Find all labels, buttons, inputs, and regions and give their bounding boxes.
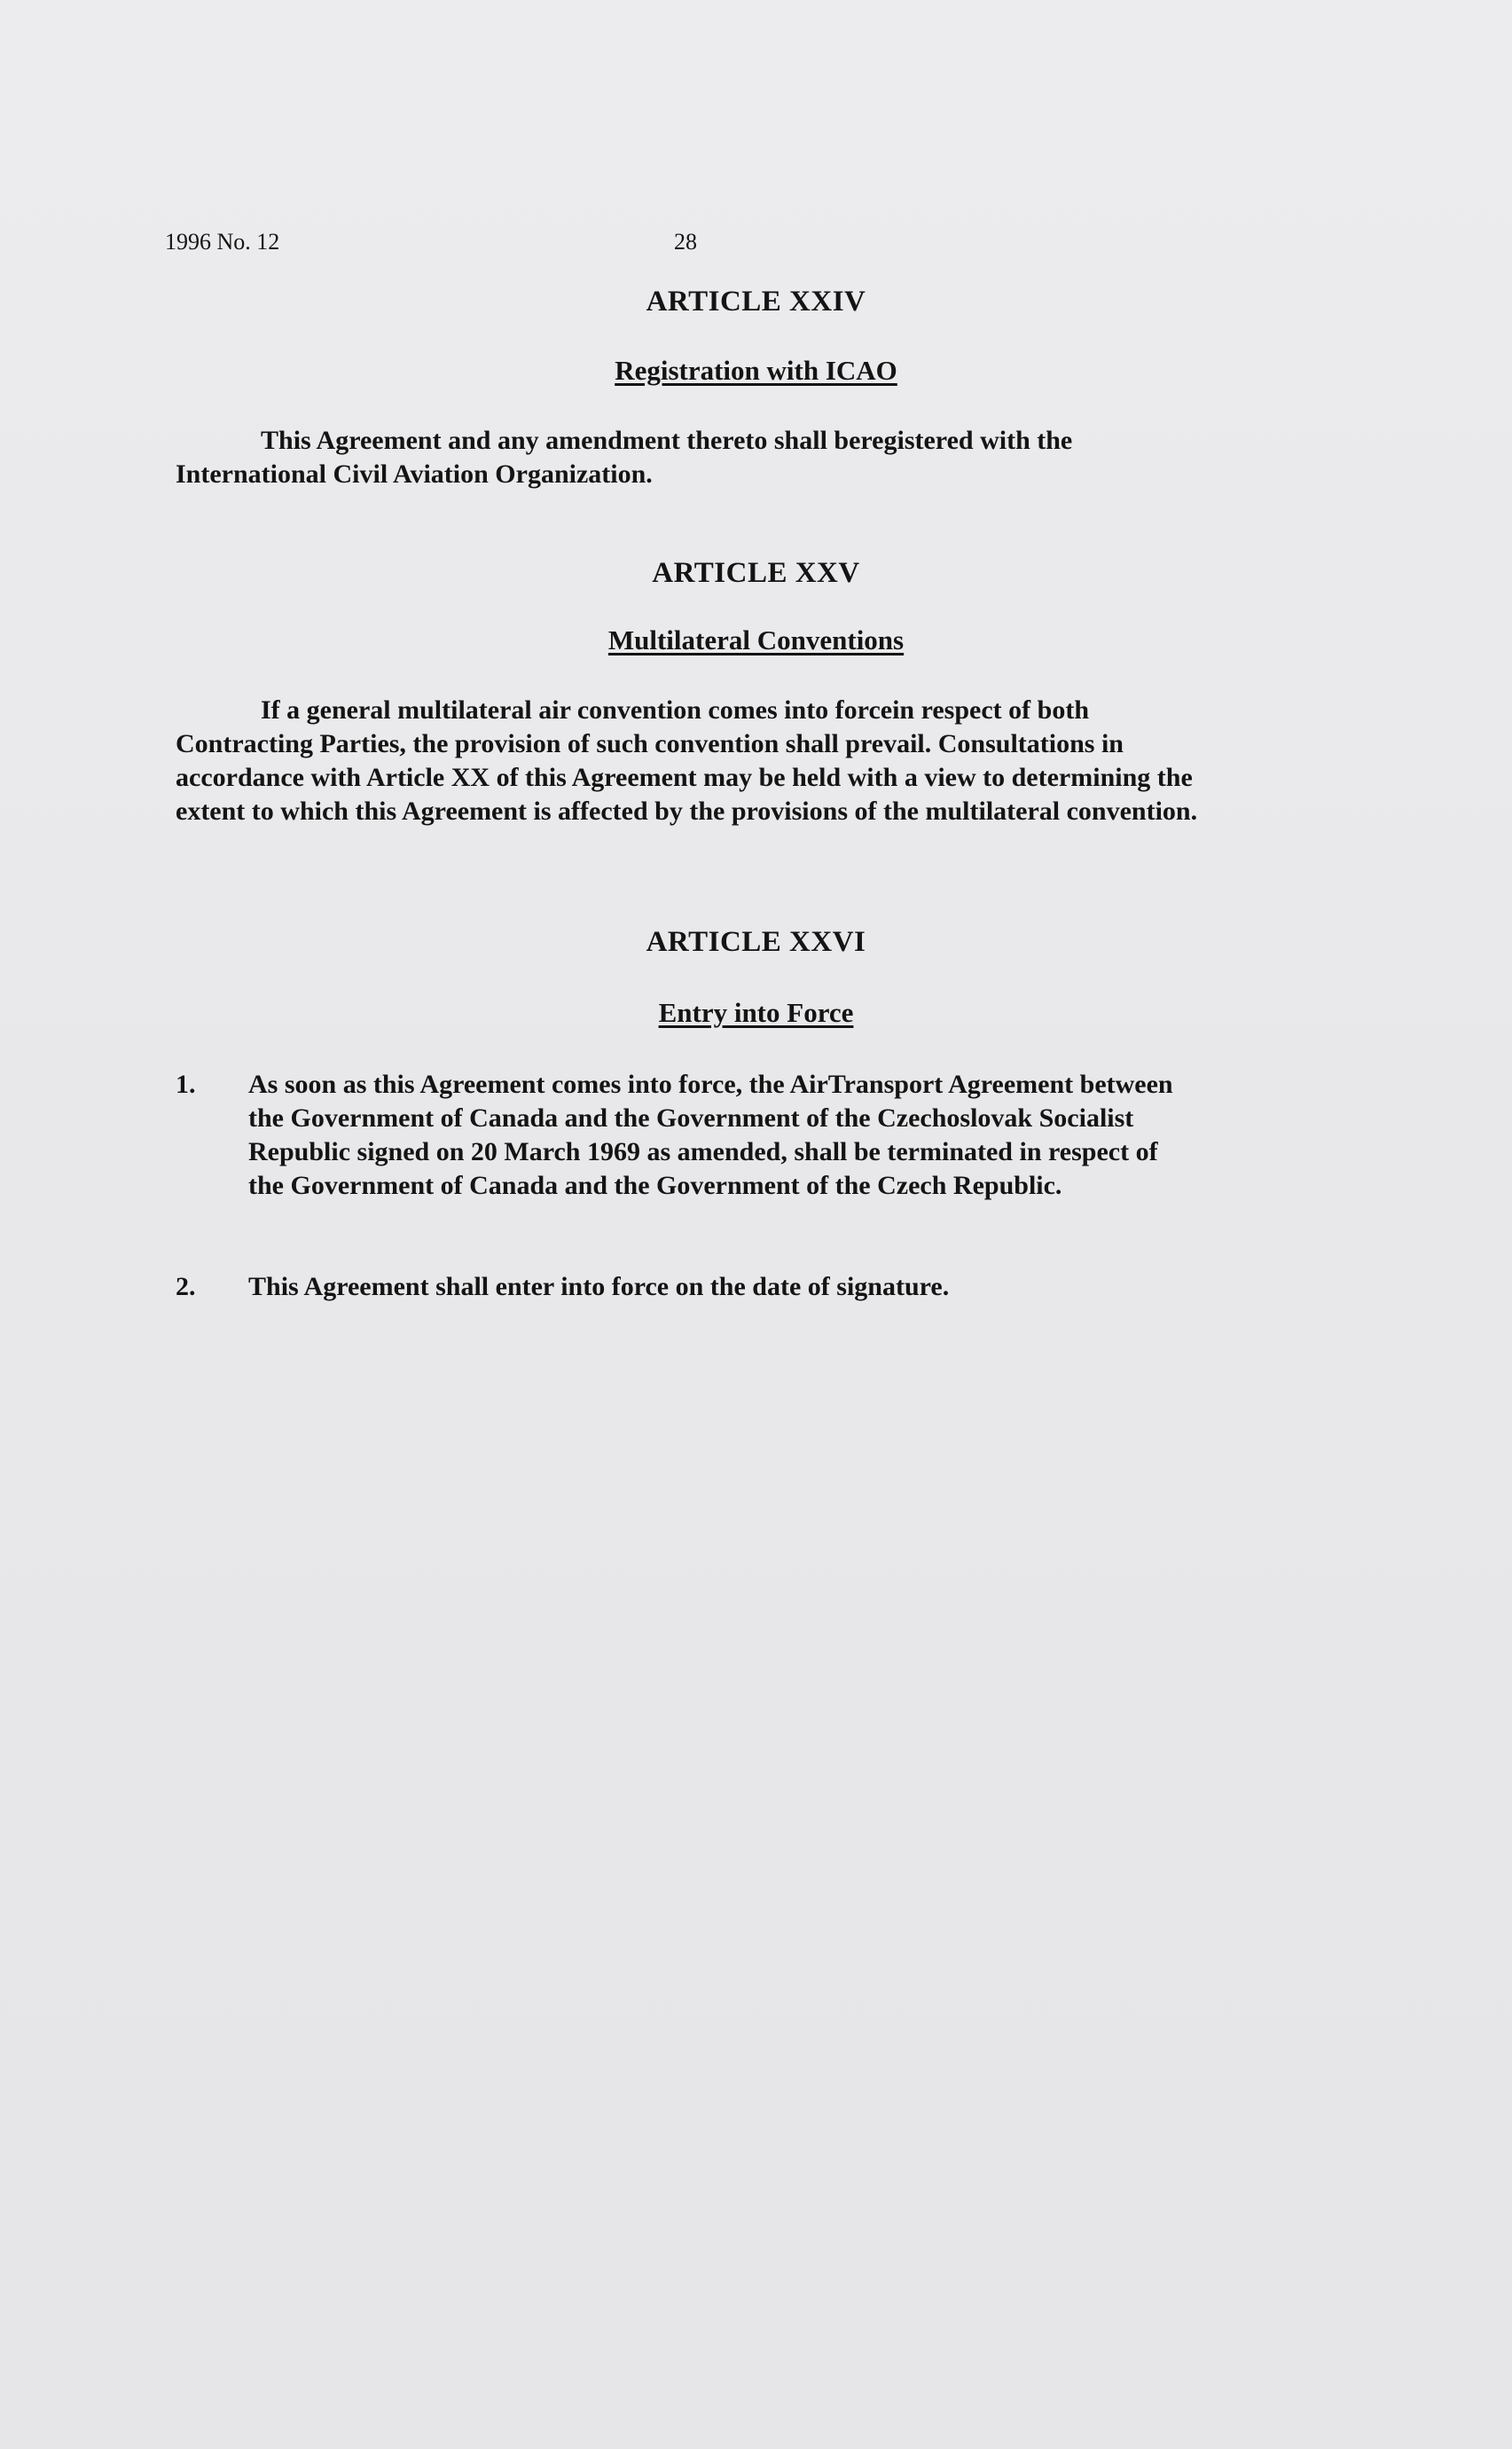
- article-xxv-text: [176, 694, 1204, 828]
- article-xxv-subtitle: Multilateral Conventions: [607, 624, 905, 655]
- article-xxiv-subtitle: Registration with ICAO: [615, 355, 897, 386]
- header-document-id: 1996 No. 12: [165, 229, 280, 255]
- article-xxvi-subtitle: Entry into Force: [658, 997, 854, 1028]
- article-xxiv-title: ARTICLE XXIV: [646, 286, 866, 318]
- item-text: As soon as this Agreement comes into force, the AirTransport Agreement between the Government of Canada and the Government of the Czechoslovak Socialist Republic signed on 20 March 1969 as amended, shall be terminated in respect of the Government of Canada and the Government of the Czech Republic.: [248, 1070, 1173, 1200]
- item-text: This Agreement shall enter into force on the date of signature.: [248, 1272, 950, 1301]
- header-page-number: 28: [674, 229, 697, 255]
- article-xxiv-text: [176, 424, 1204, 491]
- article-xxv-title: ARTICLE XXV: [652, 557, 860, 589]
- article-xxvi-item-2: [176, 1270, 1204, 1306]
- article-xxv-paragraph: If a general multilateral air convention comes into forcein respect of both Contracting Parties, the provision of such convention shall prevail. Consultations in accordance with Article XX of this Agreement may be held with a view to determining the extent to which this Agreement is affected by the provisions of the multilateral convention.: [176, 695, 1198, 826]
- article-xxiv-paragraph: This Agreement and any amendment thereto shall beregistered with the International Civil Aviation Organization.: [176, 426, 1073, 489]
- item-number: 2.: [176, 1272, 196, 1301]
- article-xxvi-title: ARTICLE XXVI: [646, 926, 866, 958]
- item-number: 1.: [176, 1070, 196, 1099]
- article-xxvi-item-1: [176, 1068, 1204, 1236]
